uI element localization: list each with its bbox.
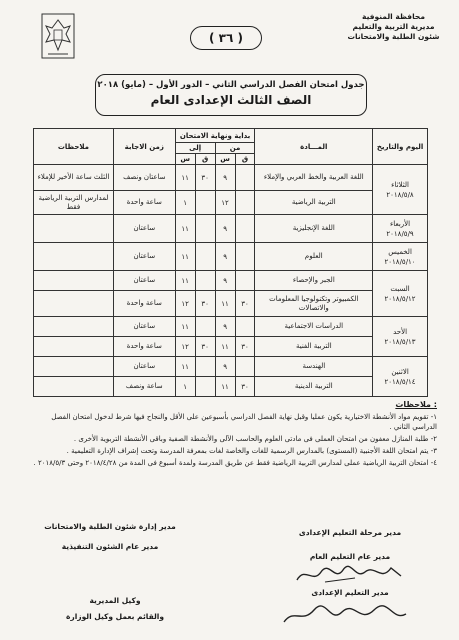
subject-cell: العلوم (255, 243, 373, 271)
note-cell: لمدارس التربية الرياضية فقط (34, 191, 114, 215)
day-cell (373, 215, 428, 243)
handwritten-signature-icon (295, 562, 405, 586)
day-cell (373, 317, 428, 357)
header-from-s: س (215, 154, 235, 165)
signature-left-1: مدير إدارة شئون الطلبة والامتحانات (44, 522, 176, 531)
to-s-cell: ١ (175, 191, 195, 215)
duration-cell: ساعتان ونصف (113, 165, 175, 191)
note-cell (34, 357, 114, 377)
note-cell (34, 317, 114, 337)
to-s-cell: ١١ (175, 165, 195, 191)
from-s-cell: ١١ (215, 291, 235, 317)
from-q-cell (235, 271, 255, 291)
page-number: ( ٣٦ ) (190, 26, 262, 50)
from-q-cell: ٣٠ (235, 291, 255, 317)
to-q-cell: ٣٠ (195, 337, 215, 357)
org-department: شئون الطلبة والامتحانات (347, 32, 440, 41)
from-s-cell: ٩ (215, 215, 235, 243)
duration-cell: ساعتان (113, 317, 175, 337)
day-name: الأحد (393, 327, 408, 336)
subject-cell: التربية الفنية (255, 337, 373, 357)
notes-list (27, 412, 437, 470)
list-item: ١- تقويم مواد الأنشطة الاختيارية يكون عمليا وقبل نهاية الفصل الدراسي بأسبوعين على الأقل والنجاح فيها شرط لدخول امتحان الفصل الدراسي الثاني . (51, 413, 437, 431)
handwritten-signature-icon (280, 602, 410, 628)
day-cell (373, 165, 428, 215)
from-q-cell: ٣٠ (235, 377, 255, 397)
to-q-cell: ٣٠ (195, 291, 215, 317)
from-q-cell (235, 165, 255, 191)
note-cell (34, 291, 114, 317)
note-cell (34, 337, 114, 357)
header-from: من (215, 143, 255, 154)
day-date: ٢٠١٨/٥/١٤ (384, 377, 416, 386)
subject-cell: الهندسة (255, 357, 373, 377)
from-q-cell (235, 317, 255, 337)
to-q-cell (195, 243, 215, 271)
list-item: ٢- طلبة المنازل معفون من امتحان العملى فى مادتى العلوم والحاسب الآلى والأنشطة الصفية وباقى الأنشطة التربوية الأخرى . (73, 435, 437, 443)
signature-bottom-1: وكيل المديرية (89, 596, 141, 605)
from-s-cell: ١٢ (215, 191, 235, 215)
to-q-cell (195, 215, 215, 243)
day-date: ٢٠١٨/٥/٩ (386, 229, 414, 238)
duration-cell: ساعتان (113, 271, 175, 291)
from-q-cell: ٣٠ (235, 337, 255, 357)
header-organization (346, 12, 441, 42)
to-s-cell: ١١ (175, 357, 195, 377)
table-row (34, 215, 428, 243)
table-row (34, 291, 428, 317)
note-cell (34, 377, 114, 397)
day-date: ٢٠١٨/٥/٨ (386, 190, 414, 199)
from-s-cell: ٩ (215, 317, 235, 337)
day-name: الخميس (388, 247, 412, 256)
table-row (34, 317, 428, 337)
from-s-cell: ٩ (215, 165, 235, 191)
to-s-cell: ١١ (175, 317, 195, 337)
list-item: ٣- يتم امتحان اللغة الأجنبية (المستوى) بالمدارس الرسمية للغات والخاصة لغات بمعرفة المدرسة وتحت إشراف الإدارة التعليمية . (66, 447, 437, 455)
to-s-cell: ١٢ (175, 291, 195, 317)
note-cell (34, 215, 114, 243)
subject-cell: الدراسات الاجتماعية (255, 317, 373, 337)
from-s-cell: ١١ (215, 377, 235, 397)
to-s-cell: ١٢ (175, 337, 195, 357)
to-s-cell: ١١ (175, 271, 195, 291)
org-directorate: مديرية التربية والتعليم (352, 22, 435, 31)
signature-right-1: مدير مرحلة التعليم الإعدادى (298, 528, 402, 537)
signature-bottom-2: والقائم بعمل وكيل الوزارة (65, 612, 165, 621)
list-item: ٤- امتحان التربية الرياضية عملى لمدارس التربية الرياضية فقط عن طريق المدرسة ولمدة أسبوع فى المدة من ٢٠١٨/٤/٢٨ وحتى ٢٠١٨/٥/٣ . (33, 459, 437, 467)
duration-cell: ساعة ونصف (113, 377, 175, 397)
duration-cell: ساعة واحدة (113, 191, 175, 215)
header-day: اليوم والتاريخ (373, 129, 428, 165)
duration-cell: ساعتان (113, 243, 175, 271)
to-s-cell: ١١ (175, 243, 195, 271)
subject-cell: الكمبيوتر وتكنولوجيا المعلومات والاتصالات (255, 291, 373, 317)
subject-cell: التربية الرياضية (255, 191, 373, 215)
day-name: السبت (390, 284, 410, 293)
day-name: الثلاثاء (391, 180, 409, 189)
to-s-cell: ١ (175, 377, 195, 397)
from-q-cell (235, 191, 255, 215)
header-time-range: بداية ونهاية الامتحان (175, 129, 255, 143)
to-q-cell (195, 271, 215, 291)
subject-cell: اللغة العربية والخط العربي والإملاء (255, 165, 373, 191)
from-s-cell: ٩ (215, 357, 235, 377)
note-cell (34, 243, 114, 271)
from-s-cell: ٩ (215, 243, 235, 271)
table-row (34, 165, 428, 191)
header-subject: المـــادة (255, 129, 373, 165)
subject-cell: التربية الدينية (255, 377, 373, 397)
from-q-cell (235, 215, 255, 243)
signature-right-3: مدير التعليم الإعدادى (311, 588, 389, 597)
duration-cell: ساعتان (113, 357, 175, 377)
from-s-cell: ١١ (215, 337, 235, 357)
signature-left-2: مدير عام الشئون التنفيذية (61, 542, 159, 551)
day-cell (373, 357, 428, 397)
table-row (34, 337, 428, 357)
day-date: ٢٠١٨/٥/١٢ (384, 294, 416, 303)
from-s-cell: ٩ (215, 271, 235, 291)
day-name: الاثنين (391, 367, 409, 376)
duration-cell: ساعة واحدة (113, 291, 175, 317)
header-notes: ملاحظات (34, 129, 114, 165)
day-cell (373, 271, 428, 317)
from-q-cell (235, 243, 255, 271)
signature-right-2: مدير عام التعليم العام (309, 552, 391, 561)
notes-title: ملاحظات : (395, 400, 437, 409)
table-row (34, 191, 428, 215)
table-row (34, 377, 428, 397)
day-date: ٢٠١٨/٥/١٠ (384, 257, 416, 266)
org-governorate: محافظة المنوفية (362, 12, 425, 21)
header-to: إلى (175, 143, 215, 154)
to-q-cell (195, 191, 215, 215)
to-q-cell (195, 317, 215, 337)
header-to-s: س (175, 154, 195, 165)
table-row (34, 357, 428, 377)
exam-title: جدول امتحان الفصل الدراسي الثاني – الدور الأول – (مايو) ٢٠١٨ (97, 80, 365, 90)
note-cell (34, 271, 114, 291)
grade-title: الصف الثالث الإعدادى العام (150, 93, 312, 107)
subject-cell: اللغة الإنجليزية (255, 215, 373, 243)
subject-cell: الجبر والإحصاء (255, 271, 373, 291)
day-name: الأربعاء (390, 219, 411, 228)
from-q-cell (235, 357, 255, 377)
day-cell (373, 243, 428, 271)
header-duration: زمن الاجابة (113, 129, 175, 165)
to-q-cell: ٣٠ (195, 165, 215, 191)
duration-cell: ساعة واحدة (113, 337, 175, 357)
to-q-cell (195, 357, 215, 377)
duration-cell: ساعتان (113, 215, 175, 243)
header-to-q: ق (195, 154, 215, 165)
note-cell: الثلث ساعة الأخير للإملاء (34, 165, 114, 191)
to-s-cell: ١١ (175, 215, 195, 243)
day-date: ٢٠١٨/٥/١٣ (384, 337, 416, 346)
to-q-cell (195, 377, 215, 397)
table-row (34, 243, 428, 271)
title-box (95, 74, 367, 116)
table-row (34, 271, 428, 291)
exam-schedule-table (33, 128, 428, 397)
eagle-emblem-icon (38, 10, 78, 62)
header-from-q: ق (235, 154, 255, 165)
